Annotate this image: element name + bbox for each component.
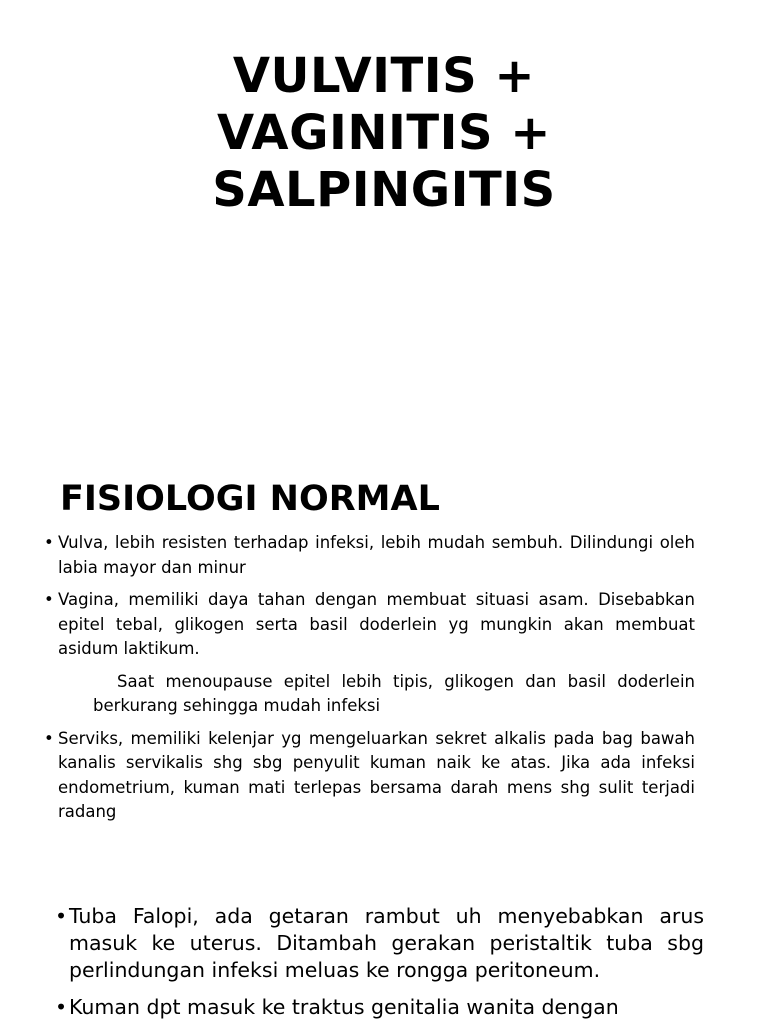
bullet-text: Serviks, memiliki kelenjar yg mengeluarkan sekret alkalis pada bag bawah kanalis servikalis shg sbg penyulit kuman naik ke atas. Jika ada infeksi endometrium, kuman mati terlepas bersama darah mens shg sulit terjadi radang [58, 728, 695, 821]
title-line-1: VULVITIS + [232, 48, 536, 104]
fisiologi-slide [0, 465, 768, 845]
bullet-dot: • [44, 533, 54, 552]
title-slide [0, 0, 768, 440]
bullet-dot: • [55, 995, 68, 1019]
title-line-3: SALPINGITIS [212, 162, 556, 218]
bullet-tuba-falopi [55, 903, 704, 984]
bullet-vulva [44, 531, 695, 580]
bullet-list [44, 531, 695, 833]
section-heading: FISIOLOGI NORMAL [60, 479, 440, 519]
bullet-serviks [44, 727, 695, 825]
bullet-text: Vulva, lebih resisten terhadap infeksi, lebih mudah sembuh. Dilindungi oleh labia mayor dan minur [58, 533, 695, 577]
bullet-list-large [55, 903, 704, 1031]
menopause-paragraph: Saat menoupause epitel lebih tipis, glikogen dan basil doderlein berkurang sehingga mudah infeksi [93, 671, 695, 715]
bullet-text: Tuba Falopi, ada getaran rambut uh menyebabkan arus masuk ke uterus. Ditambah gerakan peristaltik tuba sbg perlindungan infeksi meluas ke rongga peritoneum. [69, 904, 704, 982]
bullet-text: Kuman dpt masuk ke traktus genitalia wanita dengan [69, 995, 619, 1019]
bullet-dot: • [44, 590, 54, 609]
bullet-dot: • [55, 904, 68, 928]
bullet-text: Vagina, memiliki daya tahan dengan membuat situasi asam. Disebabkan epitel tebal, glikogen serta basil doderlein yg mungkin akan membuat asidum laktikum. [58, 590, 695, 658]
bullet-dot: • [44, 728, 54, 748]
tuba-slide [0, 895, 768, 1024]
bullet-kuman [55, 994, 704, 1021]
title-line-2: VAGINITIS + [217, 105, 551, 161]
slide-title [0, 48, 768, 219]
bullet-vagina [44, 588, 695, 662]
